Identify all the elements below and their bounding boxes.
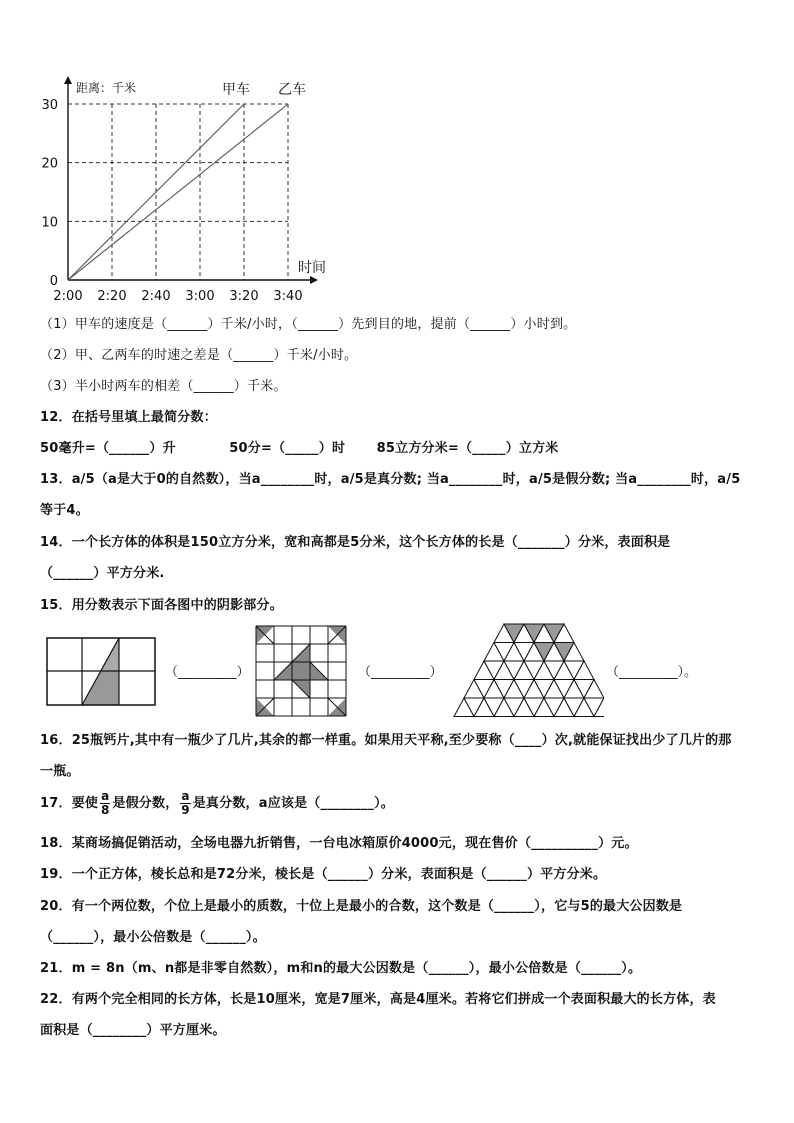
fraction-a-over-9: $\frac{a}{9}$ xyxy=(181,789,190,817)
figure-1-grid xyxy=(46,637,156,707)
question-15-blank-1: （_________） xyxy=(165,665,250,680)
question-12-items xyxy=(40,437,559,456)
question-11-3: （3）半小时两车的相差（______）千米。 xyxy=(40,379,287,394)
figure-2-grid xyxy=(254,624,352,718)
x-axis-label: 时间 xyxy=(298,260,326,276)
question-22-line2: 面积是（________）平方厘米。 xyxy=(40,1023,226,1038)
question-20-line2: （______），最小公倍数是（______）。 xyxy=(40,930,266,945)
question-18: 18．某商场搞促销活动，全场电器九折销售，一台电冰箱原价4000元，现在售价（__________）元。 xyxy=(40,836,638,851)
x-tick-label: 3:40 xyxy=(273,289,303,304)
question-20-line1: 20．有一个两位数，个位上是最小的质数，十位上是最小的合数，这个数是（______），它与5的最大公因数是 xyxy=(40,899,683,914)
x-tick-label: 3:00 xyxy=(185,289,215,304)
question-13-line1: 13．a/5（a是大于0的自然数），当a________时，a/5是真分数; 当a________时，a/5是假分数; 当a________时，a/5 xyxy=(40,472,741,487)
question-16-line2: 一瓶。 xyxy=(40,764,80,779)
figure-3-trapezoid xyxy=(444,620,604,718)
question-19: 19．一个正方体，棱长总和是72分米，棱长是（______）分米，表面积是（______）平方分米。 xyxy=(40,867,607,882)
question-16-line1: 16．25瓶钙片,其中有一瓶少了几片,其余的都一样重。如果用天平称,至少要称（____）次,就能保证找出少了几片的那 xyxy=(40,733,732,748)
question-14-line1: 14．一个长方体的体积是150立方分米，宽和高都是5分米，这个长方体的长是（_______）分米，表面积是 xyxy=(40,535,671,550)
x-tick-label: 3:20 xyxy=(229,289,259,304)
question-17: 17．要使 $\frac{a}{8}$ 是假分数， $\frac{a}{9}$ 是真分数，a应该是（________）。 xyxy=(40,789,395,817)
question-13-line2: 等于4。 xyxy=(40,503,89,518)
y-tick-label: 30 xyxy=(41,98,58,113)
question-12-a: 50毫升=（______）升 xyxy=(40,441,176,456)
series-line-2 xyxy=(68,104,288,280)
y-axis-arrow xyxy=(64,76,72,84)
y-tick-label: 10 xyxy=(41,215,58,231)
y-tick-label: 0 xyxy=(49,274,58,289)
distance-time-chart xyxy=(30,72,350,312)
question-11-1: （1）甲车的速度是（______）千米/小时，（______）先到目的地，提前（______）小时到。 xyxy=(40,317,577,332)
question-21: 21．m = 8n（m、n都是非零自然数），m和n的最大公因数是（______），最小公倍数是（______）。 xyxy=(40,961,642,976)
x-tick-label: 2:40 xyxy=(141,289,171,304)
series-label-2: 乙车 xyxy=(278,82,306,98)
series-label-1: 甲车 xyxy=(222,82,250,98)
question-15: 15．用分数表示下面各图中的阴影部分。 xyxy=(40,598,283,613)
question-12: 12．在括号里填上最简分数： xyxy=(40,410,217,425)
question-11-2: （2）甲、乙两车的时速之差是（______）千米/小时。 xyxy=(40,348,358,363)
question-12-c: 85立方分米=（_____）立方米 xyxy=(376,441,559,456)
fraction-a-over-8: $\frac{a}{8}$ xyxy=(100,789,110,817)
question-15-blank-3: （_________）。 xyxy=(606,665,698,680)
y-axis-label: 距离：千米 xyxy=(76,81,137,95)
x-axis-arrow xyxy=(310,276,318,284)
question-12-b: 50分=（_____）时 xyxy=(229,441,346,456)
x-tick-label: 2:00 xyxy=(53,289,83,304)
question-22-line1: 22．有两个完全相同的长方体，长是10厘米，宽是7厘米，高是4厘米。若将它们拼成一个表面积最大的长方体，表 xyxy=(40,992,716,1007)
question-15-blank-2: （_________） xyxy=(358,665,443,680)
question-14-line2: （______）平方分米. xyxy=(40,566,165,581)
y-tick-label: 20 xyxy=(41,156,58,172)
x-tick-label: 2:20 xyxy=(97,289,127,304)
